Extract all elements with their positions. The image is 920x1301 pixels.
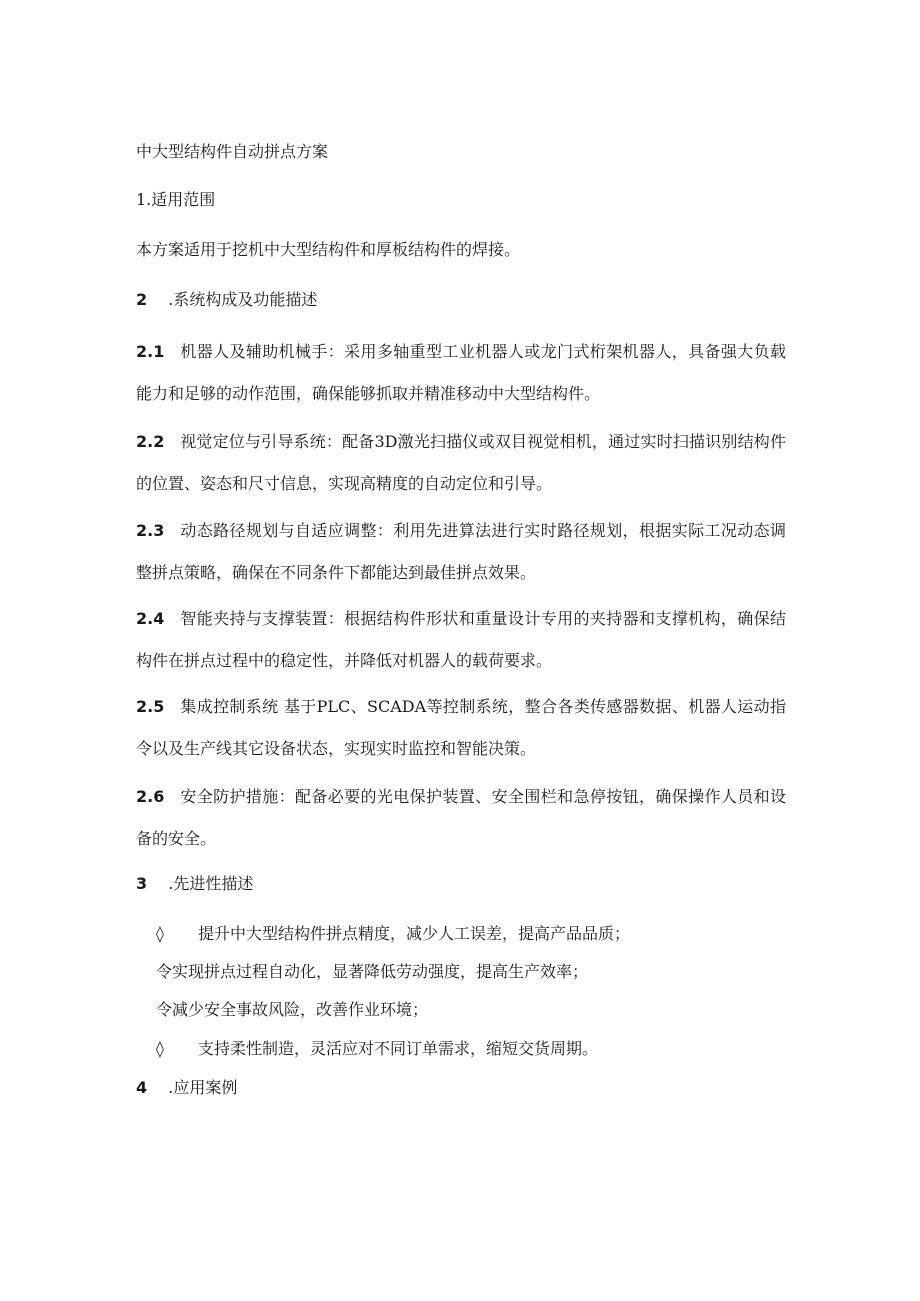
- item-text: 集成控制系统 基于PLC、SCADA等控制系统，整合各类传感器数据、机器人运动指令以及生产线其它设备状态，实现实时监控和智能决策。: [136, 697, 786, 758]
- section-1-heading: 1.适用范围: [136, 190, 216, 209]
- section-4-heading: [136, 1078, 237, 1098]
- section-3-title: .先进性描述: [168, 874, 254, 893]
- item-text: 视觉定位与引导系统：配备3D激光扫描仪或双目视觉相机，通过实时扫描识别结构件的位置、姿态和尺寸信息，实现高精度的自动定位和引导。: [136, 432, 786, 493]
- document-title: 中大型结构件自动拼点方案: [136, 142, 329, 161]
- item-2-1: [136, 331, 786, 415]
- section-3-number: 3: [136, 874, 148, 893]
- bullet-item: [156, 962, 588, 982]
- section-3-heading: [136, 874, 253, 894]
- item-number: 2.1: [136, 342, 165, 361]
- item-number: 2.4: [136, 609, 165, 628]
- section-1-body: 本方案适用于挖机中大型结构件和厚板结构件的焊接。: [136, 240, 521, 259]
- item-text: 智能夹持与支撑装置：根据结构件形状和重量设计专用的夹持器和支撑机构，确保结构件在拼点过程中的稳定性，并降低对机器人的载荷要求。: [136, 609, 786, 670]
- section-2-title: .系统构成及功能描述: [168, 290, 318, 309]
- bullet-text: 令实现拼点过程自动化，显著降低劳动强度，提高生产效率；: [156, 962, 589, 981]
- item-2-5: [136, 686, 786, 770]
- section-2-heading: [136, 290, 317, 310]
- item-number: 2.6: [136, 787, 165, 806]
- bullet-item: [156, 1039, 598, 1059]
- item-text: 动态路径规划与自适应调整：利用先进算法进行实时路径规划，根据实际工况动态调整拼点策略，确保在不同条件下都能达到最佳拼点效果。: [136, 521, 786, 582]
- item-2-3: [136, 510, 786, 594]
- bullet-item: [156, 924, 630, 944]
- item-number: 2.3: [136, 521, 165, 540]
- bullet-text: 提升中大型结构件拼点精度，减少人工误差，提高产品品质；: [198, 924, 631, 943]
- bullet-text: 支持柔性制造，灵活应对不同订单需求，缩短交货周期。: [198, 1039, 599, 1058]
- section-2-number: 2: [136, 290, 148, 309]
- item-number: 2.5: [136, 697, 165, 716]
- diamond-bullet-icon: ◊: [156, 924, 164, 943]
- bullet-text: 令减少安全事故风险，改善作业环境；: [156, 1000, 429, 1019]
- item-text: 机器人及辅助机械手：采用多轴重型工业机器人或龙门式桁架机器人，具备强大负载能力和足够的动作范围，确保能够抓取并精准移动中大型结构件。: [136, 342, 786, 403]
- item-text: 安全防护措施：配备必要的光电保护装置、安全围栏和急停按钮，确保操作人员和设备的安全。: [136, 787, 786, 848]
- item-2-2: [136, 421, 786, 505]
- item-2-6: [136, 776, 786, 860]
- item-2-4: [136, 598, 786, 682]
- section-4-number: 4: [136, 1078, 148, 1097]
- bullet-item: [156, 1000, 428, 1020]
- section-4-title: .应用案例: [168, 1078, 238, 1097]
- diamond-bullet-icon: ◊: [156, 1039, 164, 1058]
- item-number: 2.2: [136, 432, 165, 451]
